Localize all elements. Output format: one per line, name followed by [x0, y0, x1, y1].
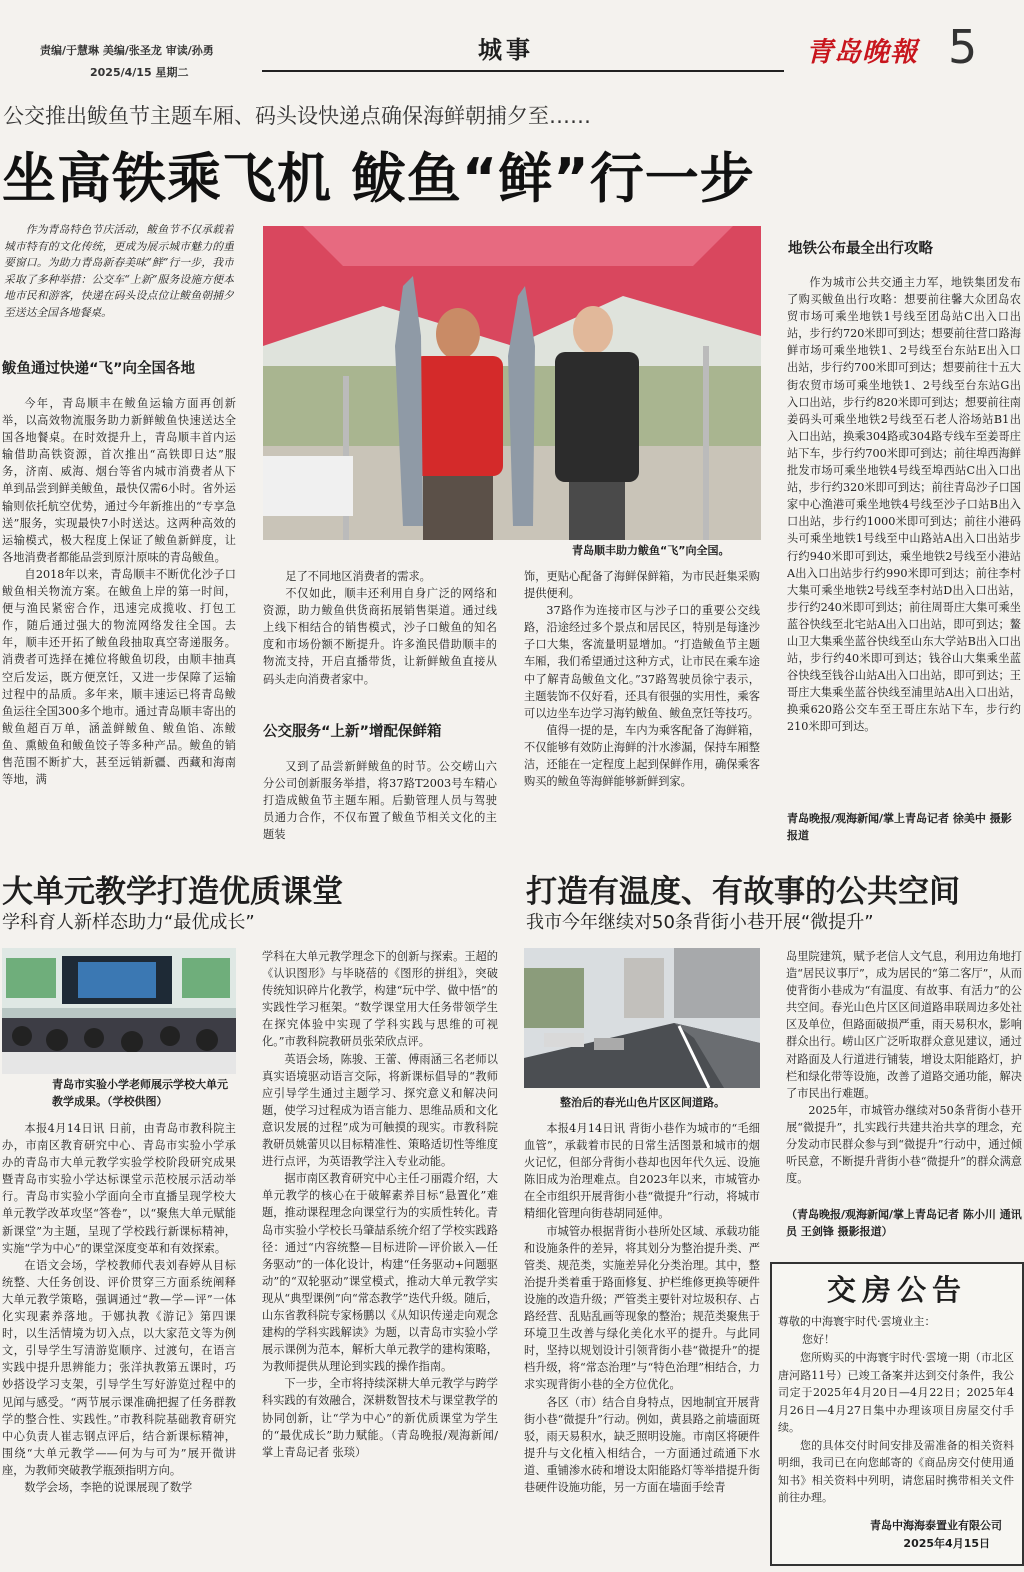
paragraph: 岛里院建筑，赋予老信人文气息，利用边角地打造“居民议事厅”，成为居民的“第二客厅”，从而使背街小巷成为“有温度、有故事、有活力”的公共空间。春光山色片区区间道路串联周边多处社区及单位，但路面破损严重，雨天易积水，影响群众出行。崂山区广泛听取群众意见建议，通过对路面及人行道进行铺装，增设太阳能路灯，护栏和绿化带等设施，改善了道路交通功能，解决了市民出行难题。: [786, 950, 1022, 1100]
paragraph: 市城管办根据背街小巷所处区域、承载功能和设施条件的差异，将其划分为整治提升类、严管类、规范类，实施差异化分类治理。其中，整治提升类着重于路面修复、护栏维修更换等硬件设施的改造升级；严管类主要针对垃圾积存、占路经营、乱贴乱画等现象的整治；规范类聚焦于环境卫生改善与绿化美化水平的提升。与此同时，坚持以规划设计引领背街小巷“微提升”的提档升级，将“常态治理”与“特色治理”相结合，力求实现背街小巷的全方位优化。: [524, 1224, 760, 1392]
notice-body: [778, 1349, 1014, 1509]
paragraph: 本报4月14日讯 日前，由青岛市教科院主办，市南区教育研究中心、青岛市实验小学承办的青岛市大单元教学实验学校阶段研究成果暨青岛市实验小学达标课堂示范校展示活动举行。青岛市实验小学面向全市直播呈现学校大单元教学改革攻坚“答卷”，以“聚焦大单元赋能新课堂”为主题，呈现了学校践行新课标精神，实施“学为中心”的课堂深度变革和有效探索。: [2, 1122, 236, 1255]
photo-fish-vendors-illustration: [263, 226, 761, 540]
issue-date: 2025/4/15 星期二: [90, 66, 189, 79]
paragraph: 作为城市公共交通主力军，地铁集团发布了购买鲅鱼出行攻略：想要前往馨大众团岛农贸市场可乘坐地铁1号线至团岛站C出入口出站，步行约720米即可到达；想要前往营口路海鲜市场可乘坐地铁1、2号线至台东站E出入口出站，步行约700米即可到达；想要前往十五大街农贸市场可乘坐地铁1、2号线至台东站G出入口出站，步行约820米即可到达；想要前往南姜码头可乘坐地铁2号线至石老人浴场站B1出入口出站，换乘304路或304路专线车至姜哥庄站下车，步行约700米即可到达；前往埠西海鲜批发市场可乘坐地铁4号线至埠西站C出入口出站，步行约320米即可到达；前往青岛沙子口国家中心渔港可乘坐地铁4号线至沙子口站B出入口出站，步行约1000米即可到达；前往小港码头可乘坐地铁1号线至中山路站A出入口出站步行约940米即可到达，乘坐地铁2号线至小港站A出入口出站步行约990米即可到达；前往李村大集可乘坐地铁2号线至李村站D出入口出站，步行约240米即可到达；前往周哥庄大集可乘坐蓝谷快线至北宅站A出入口出站，即可到达；鳌山卫大集乘坐蓝谷快线至山东大学站B出入口出站，步行约40米即可到达；钱谷山大集乘坐蓝谷快线至钱谷山站A出入口出站，即可到达；王哥庄大集乘坐蓝谷快线至浦里站A出入口出站，换乘620路公交车至王哥庄东站下车，步行约210米即可到达。: [787, 276, 1021, 734]
paragraph: 学科在大单元教学理念下的创新与探索。王超的《认识图形》与毕晓蓓的《图形的拼组》，突破传统知识碎片化教学，构建“玩中学、做中悟”的实践性学习框架。“数学课堂用大任务带领学生在探究体验中实现了学科实践与思维的可视化。”市教科院教研员张荣欣点评。: [262, 950, 498, 1049]
housing-notice: [770, 1262, 1024, 1566]
lead-subhead-bus: 公交服务“上新”增配保鲜箱: [263, 724, 442, 740]
paragraph: 您的具体交付时间安排及需准备的相关资料明细，我司已在向您邮寄的《商品房交付使用通知书》相关资料中列明，请您届时携带相关文件前往办理。: [778, 1438, 1014, 1504]
story3-subheadline: 我市今年继续对50条背街小巷开展“微提升”: [526, 912, 874, 933]
section-name: 城事: [478, 36, 534, 64]
paragraph: 2025年，市城管办继续对50条背街小巷开展“微提升”，扎实践行共建共治共享的理念，充分发动市民群众参与到“微提升”行动中，通过倾听民意，不断提升背街小巷“微提升”的群众满意度。: [786, 1103, 1022, 1186]
paragraph: 值得一提的是，车内为乘客配备了海鲜箱，不仅能够有效防止海鲜的汁水渗漏，保持车厢整洁，还能在一定程度上起到保鲜作用，确保乘客购买的鲅鱼等海鲜能够新鲜到家。: [524, 723, 760, 789]
story2-subheadline: 学科育人新样态助力“最优成长”: [2, 912, 255, 933]
lead-subhead-courier: 鲅鱼通过快递“飞”向全国各地: [2, 361, 196, 377]
story2-photo-caption: 青岛市实验小学老师展示学校大单元教学成果。（学校供图）: [52, 1078, 228, 1108]
story3-col2: [786, 948, 1022, 1204]
paragraph: 自2018年以来，青岛顺丰不断优化沙子口鲅鱼相关物流方案。在鲅鱼上岸的第一时间，便与渔民紧密合作，迅速完成揽收、打包工作，随后通过强大的物流网络发往全国。去年，顺丰还开拓了鲅鱼段抽取真空寄递服务。消费者可选择在摊位将鲅鱼切段，由顺丰抽真空后发运，既方便烹饪，又进一步保障了运输过程中的品质。多年来，顺丰速运已将青岛鲅鱼运往全国300多个地市。通过青岛顺丰寄出的鲅鱼超百万单，涵盖鲜鲅鱼、鲅鱼馅、冻鲅鱼、熏鲅鱼和鲅鱼饺子等多种产品。鲅鱼的销售范围不断扩大，甚至远销新疆、西藏和海南等地，满: [2, 567, 236, 787]
paragraph: 足了不同地区消费者的需求。: [285, 570, 431, 583]
notice-title: 交房公告: [826, 1273, 967, 1307]
story3-photo: [524, 948, 760, 1088]
paragraph: 又到了品尝新鲜鲅鱼的时节。公交崂山六分公司创新服务举措，将37路T2003号车精心打造成鲅鱼节主题车厢。后勤管理人员与驾驶员通力合作，不仅布置了鲅鱼节相关文化的主题装: [263, 760, 497, 842]
paragraph: 数学会场，李艳的说课展现了数学: [24, 1480, 193, 1494]
paragraph: 英语会场，陈骏、王蕾、傅雨涵三名老师以真实语境驱动语言交际，将新课标倡导的“教师应引导学生通过主题学习、探究意义和解决问题，使学习过程成为语言能力、思维品质和文化意识发展的过程”成为可触摸的现实。市教科院教研员姚蕾贝以目标精准性、策略适切性等维度进行点评，为英语教学注入专业动能。: [262, 1052, 498, 1169]
paragraph: 各区（市）结合自身特点，因地制宜开展背街小巷“微提升”行动。例如，黄县路之前墙面斑驳，雨天易积水，缺乏照明设施。市南区将硬件提升与文化植入相结合，一方面通过疏通下水道、重铺渗水砖和增设太阳能路灯等举措提升街巷硬件设施功能，另一方面在墙面手绘青: [524, 1395, 760, 1494]
lead-col2: [263, 568, 497, 718]
lead-kicker: 公交推出鲅鱼节主题车厢、码头设快递点确保海鲜朝捕夕至……: [3, 104, 591, 128]
lead-byline: 青岛晚报/观海新闻/掌上青岛记者 徐美中 摄影报道: [787, 812, 1012, 842]
paper-logo: 青岛晚報: [806, 37, 918, 68]
lead-photo-caption: 青岛顺丰助力鲅鱼“飞”向全国。: [572, 544, 730, 557]
paragraph: 据市南区教育研究中心主任刁丽霞介绍，大单元教学的核心在于破解素养目标“悬置化”难题，推动课程理念向课堂行为的实质性转化。青岛市实验小学校长马肇喆系统介绍了学校实践路径：通过“内容统整—目标进阶—评价嵌入—任务驱动”的一体化设计，构建“任务驱动+问题驱动”的“双轮驱动”课堂模式，推动大单元教学实现从“典型课例”向“常态教学”迭代升级。随后，山东省教科院专家杨鹏以《从知识传递走向观念建构的学科实践解读》为题，以青岛市实验小学展示课例为范本，解析大单元教学的建构策略，为教师提供从理论到实践的操作指南。: [262, 1172, 498, 1374]
lead-subhead-metro: 地铁公布最全出行攻略: [788, 241, 933, 257]
paragraph: 37路作为连接市区与沙子口的重要公交线路，沿途经过多个景点和居民区，特别是每逢沙子口大集，客流量明显增加。“打造鲅鱼节主题车厢，我们希望通过这种方式，让市民在乘车途中了解青岛鲅鱼文化。”37路驾驶员徐宁表示，主题装饰不仅好看，还具有很强的实用性，乘客可以边坐车边学习海钓鲅鱼、鲅鱼烹饪等技巧。: [524, 604, 760, 720]
paragraph: 在语文会场，学校教师代表刘春婷从目标统整、大任务创设、评价贯穿三方面系统阐释大单元教学策略，强调通过“教—学—评”一体化实现素养落地。于娜执教《游记》第四课时，以生活情境为切入点，以大家范文等为例文，引导学生写清游览顺序、过渡句，在语言实践中提升思辨能力；张洋执教第五课时，巧妙搭设学习支架，引导学生写好游览过程中的见闻与感受。“两节展示课准确把握了任务群教学的整合性、实践性。”市教科院基础教育研究中心负责人崔志钢点评后，结合新课标精神，围绕“大单元教学——何为与可为”展开微讲座，为教师突破教学瓶颈指明方向。: [2, 1258, 236, 1477]
paragraph: 不仅如此，顺丰还利用自身广泛的网络和资源，助力鲅鱼供货商拓展销售渠道。通过线上线下相结合的销售模式，沙子口鲅鱼的知名度和市场份额不断提升。许多渔民借助顺丰的物流支持，开启直播带货，让新鲜鲅鱼直接从码头走向消费者家中。: [263, 587, 497, 686]
lead-photo: [263, 226, 761, 540]
lead-col3: [524, 568, 760, 845]
story2-col2: [262, 948, 498, 1570]
lead-col4: [787, 274, 1021, 808]
editor-credits: 责编/于慧琳 美编/张圣龙 审读/孙勇: [40, 44, 214, 57]
page-number: 5: [948, 20, 978, 74]
notice-hello: 您好！: [802, 1333, 835, 1346]
paragraph: 您所购买的中海寰宇时代·雲境一期（市北区唐河路11号）已竣工备案并达到交付条件，我公司定于2025年4月20日—4月22日；2025年4月26日—4月27日集中办理该项目房屋交付手续。: [778, 1351, 1014, 1434]
paragraph: 本报4月14日讯 背街小巷作为城市的“毛细血管”，承载着市民的日常生活图景和城市的烟火记忆，但部分背街小巷却也因年代久远、设施陈旧成为治理难点。自2023年以来，市城管办在全市组织开展背街小巷“微提升”行动，将城市精细化管理向街巷胡同延伸。: [524, 1122, 760, 1221]
story3-byline: （青岛晚报/观海新闻/掌上青岛记者 陈小川 通讯员 王剑锋 摄影报道）: [786, 1208, 1022, 1238]
photo-street-illustration: [524, 948, 760, 1088]
story3-col1: [524, 1120, 760, 1570]
story2-photo: [2, 948, 236, 1074]
photo-classroom-illustration: [2, 948, 236, 1074]
story2-headline: 大单元教学打造优质课堂: [2, 874, 343, 910]
lead-headline: 坐高铁乘飞机 鲅鱼“鲜”行一步: [2, 147, 755, 210]
story3-headline: 打造有温度、有故事的公共空间: [526, 874, 960, 910]
lead-col2b: [263, 758, 497, 845]
lead-intro: 作为青岛特色节庆活动，鲅鱼节不仅承载着城市特有的文化传统，更成为展示城市魅力的重要窗口。为助力青岛新春美味“鲜”行一步，我市采取了多种举措：公交车“上新”服务设施方便本地市民和游客，快递在码头设点位让鲅鱼朝捕夕至送达全国各地餐桌。: [4, 223, 234, 319]
lead-col1: [2, 395, 236, 845]
notice-greeting: 尊敬的中海寰宇时代·雲境业主：: [778, 1315, 936, 1328]
paragraph: 下一步，全市将持续深耕大单元教学与跨学科实践的有效融合，深耕数智技术与课堂教学的协同创新，让“学为中心”的新优质课堂为学生的“最优成长”助力赋能。（青岛晚报/观海新闻/掌上青岛记者 张琰）: [262, 1377, 498, 1459]
story3-photo-caption: 整治后的春光山色片区区间道路。: [560, 1096, 725, 1109]
masthead-rule: [262, 70, 784, 72]
paragraph: 饰，更贴心配备了海鲜保鲜箱，为市民赶集采购提供便利。: [524, 570, 760, 601]
notice-date: 2025年4月15日: [903, 1537, 990, 1550]
notice-company: 青岛中海海泰置业有限公司: [870, 1519, 1002, 1532]
story2-col1: [2, 1120, 236, 1570]
paragraph: 今年，青岛顺丰在鲅鱼运输方面再创新举，以高效物流服务助力新鲜鲅鱼快速送达全国各地餐桌。在时效提升上，青岛顺丰首内运输借助高铁资源，首次推出“高铁即日达”服务，济南、威海、烟台等省内城市消费者从下单到品尝到鲜美鲅鱼，最快仅需6小时。省外运输则依托航空优势，通过今年新推出的“专享急送”服务，实现最快7小时送达。这两种高效的运输模式，极大程度上保证了鲅鱼新鲜度，让各地消费者都能品尝到原汁原味的青岛鲅鱼。: [2, 397, 236, 564]
